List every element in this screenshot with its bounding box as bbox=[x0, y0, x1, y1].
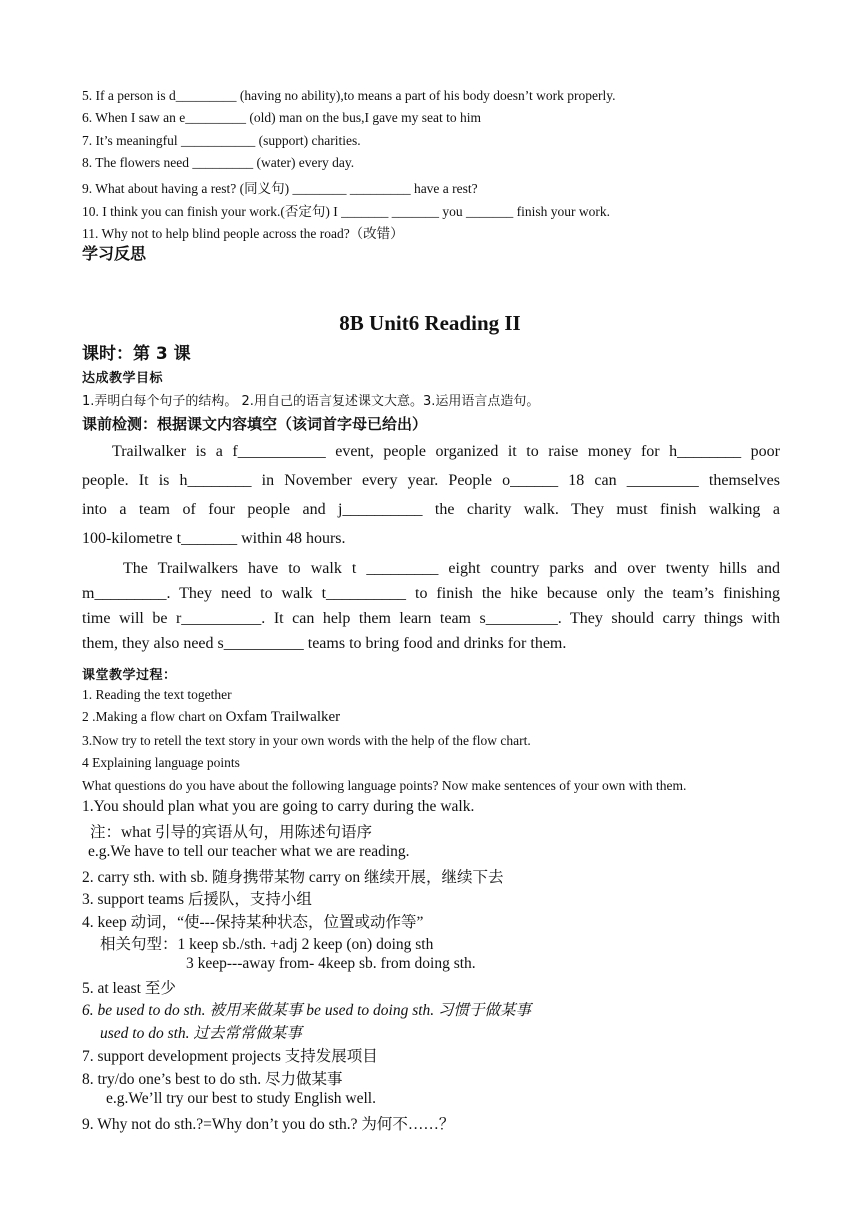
point-8: 8. try/do one’s best to do sth. 尽力做某事 bbox=[82, 1071, 343, 1088]
para1-line3: into a team of four people and j__________ the charity walk. They must finish walking a bbox=[82, 501, 780, 518]
exercise-7: 7. It’s meaningful ___________ (support) charities. bbox=[82, 133, 361, 148]
step-5: What questions do you have about the following language points? Now make sentences of your own with them. bbox=[82, 778, 687, 793]
exercise-8: 8. The flowers need _________ (water) every day. bbox=[82, 155, 355, 170]
step-2-topic: Oxfam Trailwalker bbox=[225, 709, 341, 725]
objectives-heading: 达成教学目标 bbox=[82, 371, 164, 386]
exercise-9: 9. What about having a rest? (同义句) ________ _________ have a rest? bbox=[82, 181, 478, 196]
step-2 bbox=[82, 709, 340, 726]
point-6-b: used to do sth. 过去常常做某事 bbox=[100, 1025, 302, 1042]
precheck-heading: 课前检测：根据课文内容填空（该词首字母已给出） bbox=[82, 415, 428, 433]
exercise-6: 6. When I saw an e_________ (old) man on the bus,I gave my seat to him bbox=[82, 110, 482, 125]
lesson-label: 课时：第 3 课 bbox=[82, 344, 191, 364]
point-1: 1.You should plan what you are going to carry during the walk. bbox=[82, 798, 475, 815]
point-7: 7. support development projects 支持发展项目 bbox=[82, 1048, 378, 1065]
point-2: 2. carry sth. with sb. 随身携带某物 carry on 继续开展，继续下去 bbox=[82, 869, 504, 886]
exercise-5: 5. If a person is d_________ (having no ability),to means a part of his body doesn’t work properly. bbox=[82, 88, 616, 103]
point-3: 3. support teams 后援队，支持小组 bbox=[82, 891, 312, 908]
point-5: 5. at least 至少 bbox=[82, 980, 176, 997]
para2-line3: time will be r__________. It can help them learn team s_________. They should carry things with bbox=[82, 610, 780, 627]
para1-line4: 100-kilometre t_______ within 48 hours. bbox=[82, 530, 346, 547]
step-2-text: 2 .Making a flow chart on bbox=[82, 709, 226, 724]
para2-line1: The Trailwalkers have to walk t _________ eight country parks and over twenty hills and bbox=[123, 560, 780, 577]
point-4: 4. keep 动词，“使---保持某种状态，位置或动作等” bbox=[82, 914, 424, 931]
exercise-10: 10. I think you can finish your work.(否定句) I _______ _______ you _______ finish your work. bbox=[82, 204, 610, 219]
step-3: 3.Now try to retell the text story in your own words with the help of the flow chart. bbox=[82, 733, 531, 748]
point-1-example: e.g.We have to tell our teacher what we are reading. bbox=[88, 843, 410, 860]
point-4-patterns: 相关句型：1 keep sb./sth. +adj 2 keep (on) doing sth bbox=[100, 936, 434, 953]
para2-line2: m_________. They need to walk t__________ to finish the hike because only the team’s finishing bbox=[82, 585, 780, 602]
para1-line1: Trailwalker is a f___________ event, people organized it to raise money for h________ poor bbox=[112, 443, 780, 460]
point-8-example: e.g.We’ll try our best to study English well. bbox=[106, 1090, 376, 1107]
reflection-heading: 学习反思 bbox=[82, 244, 147, 263]
step-4: 4 Explaining language points bbox=[82, 755, 240, 770]
process-heading: 课堂教学过程： bbox=[82, 668, 177, 683]
point-1-note: 注：what 引导的宾语从句，用陈述句语序 bbox=[90, 824, 373, 841]
point-9: 9. Why not do sth.?=Why don’t you do sth.? 为何不……？ bbox=[82, 1116, 455, 1133]
para1-line2: people. It is h________ in November every year. People o______ 18 can _________ themselves bbox=[82, 472, 780, 489]
step-1: 1. Reading the text together bbox=[82, 687, 232, 702]
point-6: 6. be used to do sth. 被用来做某事 be used to doing sth. 习惯于做某事 bbox=[82, 1002, 532, 1019]
objectives-text: 1.弄明白每个句子的结构。 2.用自己的语言复述课文大意。3.运用语言点造句。 bbox=[82, 394, 540, 409]
para2-line4: them, they also need s__________ teams to bring food and drinks for them. bbox=[82, 635, 567, 652]
point-4-patterns-2: 3 keep---away from- 4keep sb. from doing sth. bbox=[186, 955, 476, 972]
exercise-11: 11. Why not to help blind people across the road?（改错） bbox=[82, 226, 404, 241]
page-title: 8B Unit6 Reading II bbox=[339, 311, 521, 335]
